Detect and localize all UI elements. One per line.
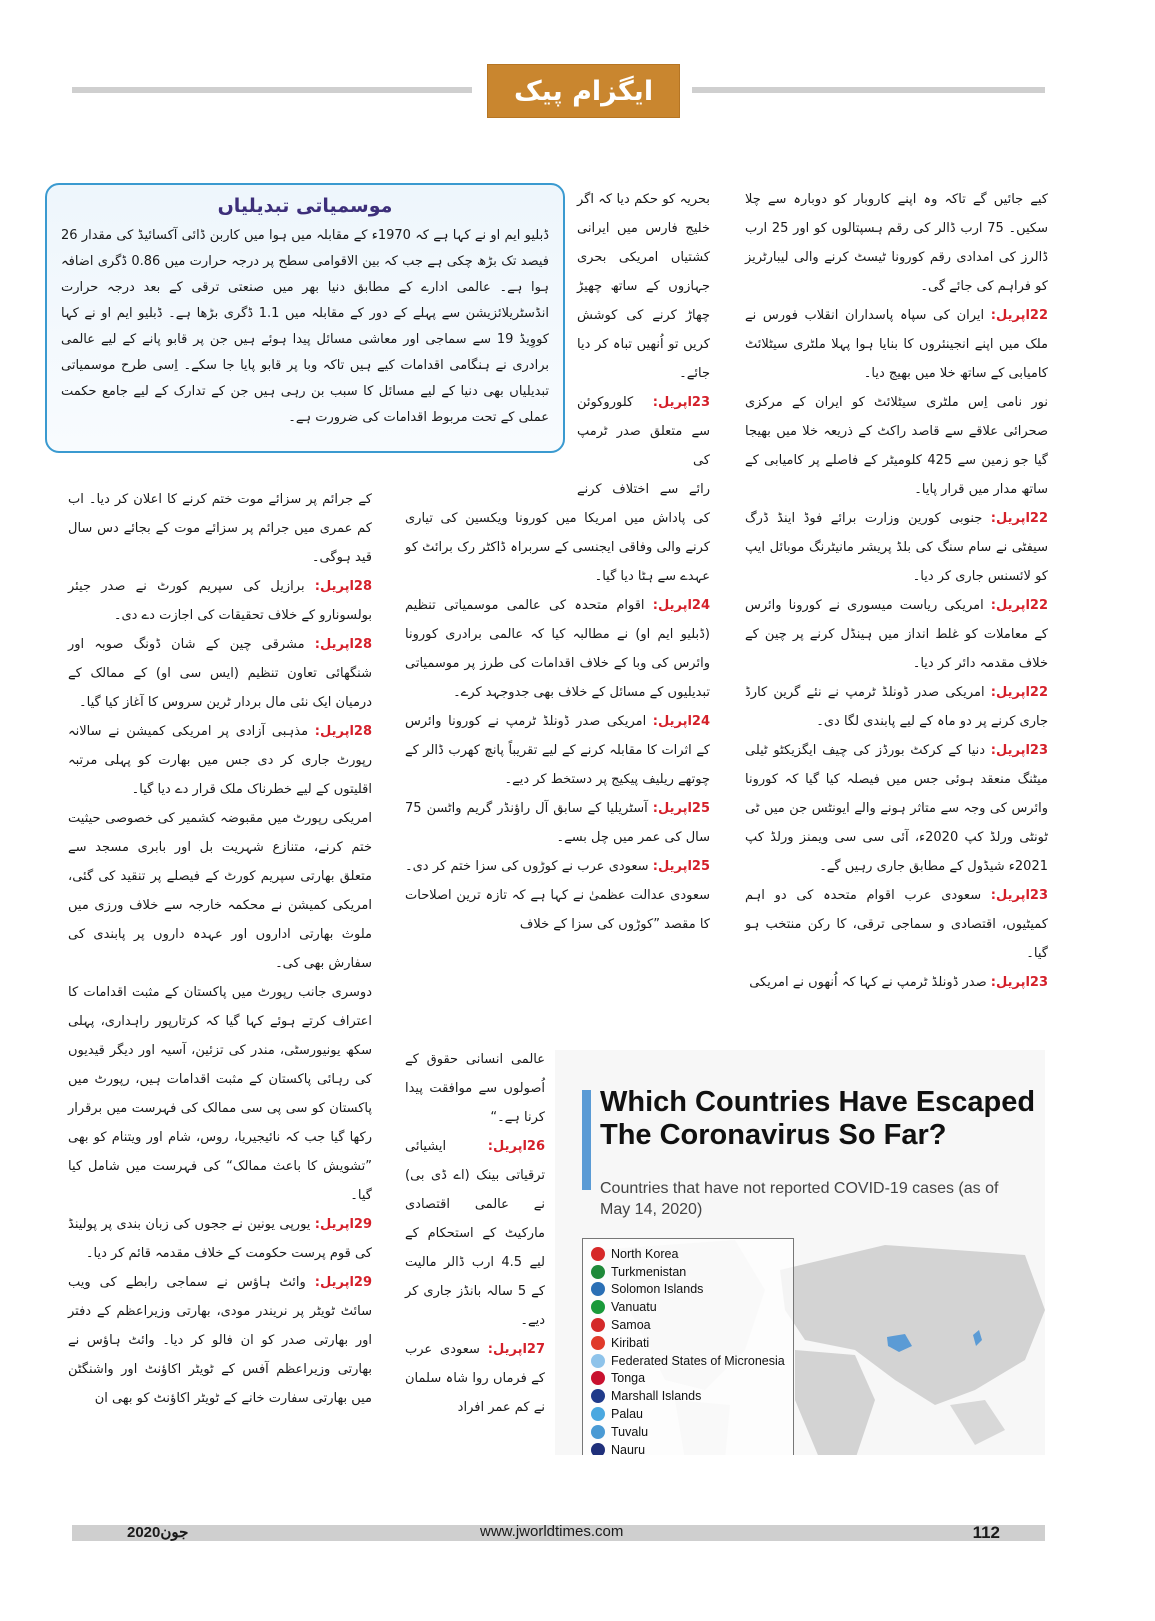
map-southeast-asia (950, 1400, 1005, 1445)
flag-icon (591, 1336, 605, 1350)
news-entry (68, 485, 372, 572)
news-entry (68, 978, 372, 1210)
news-entry (745, 591, 1048, 678)
page-footer (72, 1525, 1045, 1541)
news-entry (745, 388, 1048, 504)
news-entry (405, 1132, 545, 1335)
country-name: Samoa (611, 1318, 651, 1333)
news-entry (405, 707, 710, 794)
news-entry (745, 185, 1048, 301)
entry-text: ایران کی سپاہ پاسداران انقلاب فورس نے ملک میں اپنے انجینئروں کا بنایا ہوا پہلا ملٹری سیٹلائٹ کامیابی کے ساتھ خلا میں بھیج دیا۔ (745, 308, 1048, 381)
box-text: ڈبلیو ایم او نے کہا ہے کہ 1970ء کے مقابلہ میں ہوا میں کاربن ڈائی آکسائیڈ کی مقدار 26 فیصد تک بڑھ چکی ہے جب کہ بین الاقوامی سطح پر درجہ حرارت میں 0.86 ڈگری اضافہ ہوا ہے۔ عالمی ادارے کے مطابق دنیا بھر میں صنعتی ترقی کے بعد درجہ حرارت انڈسٹریلائزیشن سے پہلے کے دور کے مقابلہ میں 1.1 ڈگری بڑھا ہے۔ ڈبلیو ایم او نے کہا کووِیڈ 19 سے سماجی اور معاشی مسائل پیدا ہوئے ہیں جن پر قابو پانے کے لیے عالمی برادری نے ہنگامی اقدامات کیے ہیں تاکہ وبا پر قابو پایا جا سکے۔ اِسی طرح موسمیاتی تبدیلیاں بھی دنیا کے لیے مسائل کا سبب بن رہی ہیں جن کے تدارک کے لیے جامع حکمت عملی کے تحت مربوط اقدامات کی ضرورت ہے۔ (61, 228, 550, 425)
entry-date: 23اپریل: (990, 975, 1048, 990)
infographic-title: Which Countries Have Escaped The Coronavirus So Far? (600, 1086, 1036, 1151)
entry-date: 28اپریل: (314, 724, 372, 739)
news-entry (405, 1335, 545, 1422)
climate-change-box (45, 183, 565, 453)
entry-text: سعودی عرب اقوام متحدہ کی دو اہم کمیٹیوں، اقتصادی و سماجی ترقی، کا رکن منتخب ہو گیا۔ (745, 888, 1048, 961)
news-entry (745, 678, 1048, 736)
flag-icon (591, 1354, 605, 1368)
entry-date: 23اپریل: (990, 743, 1048, 758)
map-africa (795, 1350, 875, 1455)
flag-icon (591, 1265, 605, 1279)
entry-date: 23اپریل: (652, 395, 710, 410)
entry-text: صدر ڈونلڈ ٹرمپ نے کہا کہ اُنھوں نے امریکی (749, 975, 991, 990)
news-entry (745, 736, 1048, 881)
entry-date: 28اپریل: (314, 637, 372, 652)
entry-date: 25اپریل: (652, 801, 710, 816)
news-entry (745, 301, 1048, 388)
flag-icon (591, 1389, 605, 1403)
flag-icon (591, 1443, 605, 1455)
column-left (68, 485, 372, 1413)
entry-date: 28اپریل: (314, 579, 372, 594)
country-name: Palau (611, 1407, 643, 1422)
news-entry (68, 717, 372, 804)
entry-date: 24اپریل: (652, 598, 710, 613)
flag-icon (591, 1282, 605, 1296)
flag-icon (591, 1247, 605, 1261)
entry-text: نور نامی اِس ملٹری سیٹلائٹ کو ایران کے مرکزی صحرائی علاقے سے قاصد راکٹ کے ذریعہ خلا میں بھیجا گیا جو زمین سے 425 کلومیٹر کے فاصلے پر کامیابی کے ساتھ مدار میں قرار پایا۔ (745, 395, 1048, 497)
legend-item (591, 1281, 785, 1299)
entry-text: امریکی رپورٹ میں مقبوضہ کشمیر کی خصوصی حیثیت ختم کرنے، متنازع شہریت بل اور بابری مسجد سے متعلق بھارتی سپریم کورٹ کے فیصلے پر تنقید کی گئی، امریکی کمیشن نے محکمہ خارجہ سے خلاف ورزی میں ملوث بھارتی اداروں اور عہدہ داروں پر پابندی کی سفارش بھی کی۔ (68, 811, 372, 971)
flag-icon (591, 1318, 605, 1332)
entry-date: 24اپریل: (652, 714, 710, 729)
news-entry (405, 852, 710, 939)
section-title: ایگزام پیک (487, 64, 680, 118)
news-entry (405, 475, 710, 591)
flag-icon (591, 1425, 605, 1439)
news-entry (68, 1268, 372, 1413)
news-entry (68, 804, 372, 978)
entry-date: 22اپریل: (990, 685, 1048, 700)
legend-item (591, 1263, 785, 1281)
news-entry (405, 591, 710, 707)
legend-item (591, 1334, 785, 1352)
legend-item (591, 1352, 785, 1370)
news-entry (68, 1210, 372, 1268)
entry-text: یورپی یونین نے ججوں کی زبان بندی پر پولینڈ کی قوم پرست حکومت کے خلاف مقدمہ قائم کر دیا۔ (68, 1217, 372, 1261)
column-middle-bottom (405, 1045, 545, 1422)
country-name: Marshall Islands (611, 1389, 702, 1404)
entry-text: امریکی صدر ڈونلڈ ٹرمپ نے کورونا وائرس کے اثرات کا مقابلہ کرنے کے لیے تقریباً پانچ کھرب ڈالر کے چوتھے ریلیف پیکیج پر دستخط کر دیے۔ (405, 714, 710, 787)
entry-date: 27اپریل: (487, 1342, 545, 1357)
entry-date: 22اپریل: (990, 598, 1048, 613)
entry-text: رائے سے اختلاف کرنے کی پاداش میں امریکا میں کورونا ویکسین کی تیاری کرنے والی وفاقی ایجنسی کے سربراہ ڈاکٹر رک برائٹ کو عہدے سے ہٹا دیا گیا۔ (405, 482, 710, 584)
entry-date: 23اپریل: (990, 888, 1048, 903)
entry-text: کیے جائیں گے تاکہ وہ اپنے کاروبار کو دوبارہ سے چلا سکیں۔ 75 ارب ڈالر کی رقم ہسپتالوں کو اور 25 ارب ڈالرز کی امدادی رقم کورونا ٹیسٹ کرنے والی لیبارٹریز کو فراہم کی جائے گی۔ (745, 192, 1048, 294)
entry-text: بحریہ کو حکم دیا کہ اگر خلیج فارس میں ایرانی کشتیاں امریکی بحری جہازوں کے ساتھ چھیڑ چھاڑ کرنے کی کوشش کریں تو اُنھیں تباہ کر دیا جائے۔ (577, 192, 710, 381)
news-entry (745, 968, 1048, 997)
entry-text: مشرقی چین کے شان ڈونگ صوبہ اور شنگھائی تعاون تنظیم (ایس سی او) کے ممالک کے درمیان ایک نئی مال بردار ٹرین سروس کا آغاز کیا گیا۔ (68, 637, 372, 710)
legend-item (591, 1370, 785, 1388)
entry-text: دنیا کے کرکٹ بورڈز کی چیف ایگزیکٹو ٹیلی میٹنگ منعقد ہوئی جس میں فیصلہ کیا گیا کہ کورونا وائرس کی وجہ سے متاثر ہونے والے ایونٹس جن میں ٹی ٹونٹی ورلڈ کپ 2020ء، آئی سی سی ویمنز ورلڈ کپ 2021ء شیڈول کے مطابق جاری رہیں گے۔ (745, 743, 1048, 874)
entry-text: وائٹ ہاؤس نے سماجی رابطے کی ویب سائٹ ٹویٹر پر نریندر مودی، بھارتی وزیراعظم کے دفتر اور بھارتی صدر کو ان فالو کر دیا۔ وائٹ ہاؤس نے بھارتی وزیراعظم آفس کے ٹویٹر اکاؤنٹ اور واشنگٹن میں بھارتی سفارت خانے کے ٹویٹر اکاؤنٹ کو بھی ان (68, 1275, 372, 1406)
legend-item (591, 1387, 785, 1405)
entry-date: 25اپریل: (652, 859, 710, 874)
website-link[interactable]: www.jworldtimes.com (480, 1523, 624, 1540)
entry-text: مذہبی آزادی پر امریکی کمیشن نے سالانہ رپورٹ جاری کر دی جس میں بھارت کو پہلی مرتبہ اقلیتوں کے لیے خطرناک ملک قرار دے دیا گیا۔ (68, 724, 372, 797)
country-name: Kiribati (611, 1335, 650, 1350)
issue-date: جون2020 (127, 1524, 189, 1541)
infographic-subtitle: Countries that have not reported COVID-19 cases (as of May 14, 2020) (600, 1180, 999, 1218)
country-name: Tuvalu (611, 1424, 649, 1439)
entry-date: 22اپریل: (990, 511, 1048, 526)
legend-item (591, 1405, 785, 1423)
news-entry (68, 572, 372, 630)
flag-icon (591, 1371, 605, 1385)
entry-text: سعودی عرب نے کوڑوں کی سزا ختم کر دی۔ سعودی عدالت عظمیٰ نے کہا ہے کہ تازہ ترین اصلاحات کا مقصد ”کوڑوں کی سزا کے خلاف (405, 859, 710, 932)
news-entry (405, 1045, 545, 1132)
header-rule-left (72, 87, 472, 93)
entry-text: سعودی عرب کے فرماں روا شاہ سلمان نے کم عمر افراد (405, 1342, 545, 1415)
entry-text: جنوبی کورین وزارت برائے فوڈ اینڈ ڈرگ سیفٹی نے سام سنگ کی بلڈ پریشر مانیٹرنگ موبائل ایپ کو لائسنس جاری کر دیا۔ (745, 511, 1048, 584)
entry-text: کلوروکوئن سے متعلق صدر ٹرمپ کی (577, 395, 710, 468)
entry-text: کے جرائم پر سزائے موت ختم کرنے کا اعلان کر دیا۔ اب کم عمری میں جرائم پر سزائے موت کے بجائے دس سال قید ہوگی۔ (68, 492, 372, 565)
country-name: North Korea (611, 1246, 679, 1261)
box-title: موسمیاتی تبدیلیاں (217, 195, 393, 217)
news-entry (745, 881, 1048, 968)
legend-item (591, 1298, 785, 1316)
legend-item (591, 1441, 785, 1455)
header-rule-right (692, 87, 1045, 93)
country-name: Tonga (611, 1371, 646, 1386)
legend-item (591, 1423, 785, 1441)
country-name: Vanuatu (611, 1300, 657, 1315)
entry-date: 26اپریل: (487, 1139, 545, 1154)
country-name: Nauru (611, 1442, 646, 1455)
entry-text: دوسری جانب رپورٹ میں پاکستان کے مثبت اقدامات کا اعتراف کرتے ہوئے کہا گیا کہ کرتارپور راہداری، پہلی سکھ یونیورسٹی، مندر کی تزئین، آسیہ اور دیگر قیدیوں کی رہائی پاکستان کے مثبت اقدامات ہیں، رپورٹ میں پاکستان کو سی پی سی ممالک کی فہرست میں برقرار رکھا گیا جب کہ نائیجیریا، روس، شام اور ویتنام کو بھی ”تشویش کا باعث ممالک“ کی فہرست میں شامل کیا گیا۔ (68, 985, 372, 1203)
coronavirus-infographic (555, 1050, 1045, 1455)
page-number: 112 (972, 1523, 1000, 1542)
news-entry (745, 504, 1048, 591)
news-entry (405, 794, 710, 852)
column-right (745, 185, 1048, 997)
legend-item (591, 1245, 785, 1263)
legend-item (591, 1316, 785, 1334)
entry-text: برازیل کی سپریم کورٹ نے صدر جیئر بولسونارو کے خلاف تحقیقات کی اجازت دے دی۔ (68, 579, 372, 623)
flag-icon (591, 1407, 605, 1421)
entry-text: اقوام متحدہ کی عالمی موسمیاتی تنظیم (ڈبلیو ایم او) نے مطالبہ کیا کہ عالمی برادری کورونا وائرس کی وبا کے خلاف اقدامات کی طرز پر موسمیاتی تبدیلیوں کے مسائل کے خلاف بھی جدوجہد کرے۔ (405, 598, 710, 700)
entry-date: 29اپریل: (314, 1217, 372, 1232)
country-name: Turkmenistan (611, 1264, 687, 1279)
entry-text: عالمی انسانی حقوق کے اُصولوں سے موافقت پیدا کرنا ہے۔“ (405, 1052, 545, 1125)
title-accent-bar (582, 1090, 591, 1190)
entry-text: امریکی ریاست میسوری نے کورونا وائرس کے معاملات کو غلط انداز میں ہینڈل کرنے پر چین کے خلاف مقدمہ دائر کر دیا۔ (745, 598, 1048, 671)
entry-text: ایشیائی ترقیاتی بینک (اے ڈی بی) نے عالمی اقتصادی مارکیٹ کے استحکام کے لیے 4.5 ارب ڈالر مالیت کے 5 سالہ بانڈز جاری کر دیے۔ (405, 1139, 545, 1328)
news-entry (68, 630, 372, 717)
country-name: Federated States of Micronesia (611, 1353, 785, 1368)
country-legend (582, 1238, 794, 1455)
flag-icon (591, 1300, 605, 1314)
entry-text: امریکی صدر ڈونلڈ ٹرمپ نے نئے گرین کارڈ جاری کرنے پر دو ماہ کے لیے پابندی لگا دی۔ (745, 685, 1048, 729)
country-name: Solomon Islands (611, 1282, 704, 1297)
entry-date: 29اپریل: (314, 1275, 372, 1290)
entry-date: 22اپریل: (990, 308, 1048, 323)
entry-text: آسٹریلیا کے سابق آل راؤنڈر گریم واٹسن 75 سال کی عمر میں چل بسے۔ (405, 801, 710, 845)
